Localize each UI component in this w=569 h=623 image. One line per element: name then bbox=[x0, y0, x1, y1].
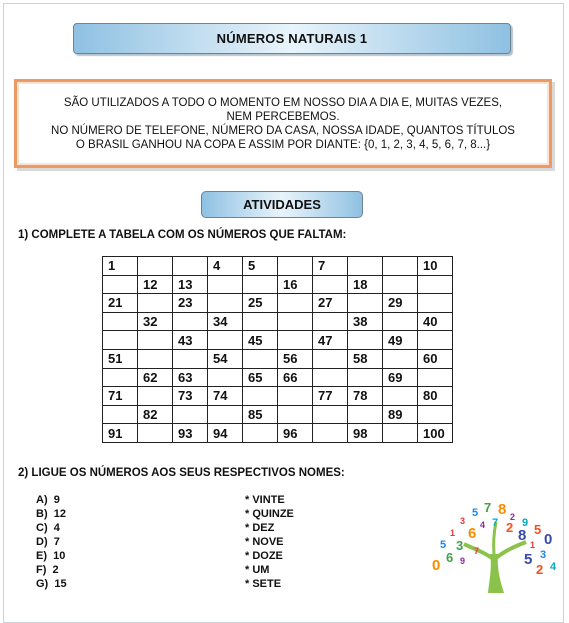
grid-cell: 62 bbox=[138, 368, 173, 387]
grid-cell bbox=[383, 312, 418, 331]
grid-cell: 1 bbox=[103, 257, 138, 276]
grid-cell: 32 bbox=[138, 312, 173, 331]
grid-cell: 96 bbox=[278, 424, 313, 443]
grid-cell: 71 bbox=[103, 387, 138, 406]
grid-cell: 18 bbox=[348, 275, 383, 294]
name-item: * DOZE bbox=[245, 550, 283, 562]
intro-box bbox=[14, 79, 552, 168]
grid-cell: 7 bbox=[313, 257, 348, 276]
grid-cell bbox=[138, 294, 173, 313]
grid-cell bbox=[103, 331, 138, 350]
names-list bbox=[245, 493, 294, 591]
tree-digit: 7 bbox=[492, 517, 499, 529]
grid-cell: 25 bbox=[243, 294, 278, 313]
name-item: * UM bbox=[245, 564, 270, 576]
grid-cell: 89 bbox=[383, 405, 418, 424]
grid-cell: 77 bbox=[313, 387, 348, 406]
grid-cell bbox=[418, 294, 453, 313]
tree-digit: 3 bbox=[540, 549, 547, 561]
grid-cell: 5 bbox=[243, 257, 278, 276]
tree-branch bbox=[496, 542, 526, 558]
tree-digit: 9 bbox=[522, 517, 529, 529]
grid-cell bbox=[208, 331, 243, 350]
grid-row bbox=[103, 368, 453, 387]
number-item: E) 10 bbox=[36, 550, 66, 562]
grid-cell: 21 bbox=[103, 294, 138, 313]
grid-cell: 58 bbox=[348, 349, 383, 368]
grid-cell bbox=[278, 387, 313, 406]
grid-cell bbox=[348, 368, 383, 387]
number-tree-illustration bbox=[420, 496, 569, 593]
grid-cell: 23 bbox=[173, 294, 208, 313]
grid-cell: 38 bbox=[348, 312, 383, 331]
grid-cell bbox=[418, 368, 453, 387]
grid-cell bbox=[138, 349, 173, 368]
numbers-list bbox=[36, 493, 67, 591]
grid-cell bbox=[313, 368, 348, 387]
tree-digit: 5 bbox=[472, 507, 479, 519]
tree-digit: 3 bbox=[456, 538, 464, 553]
grid-cell: 56 bbox=[278, 349, 313, 368]
grid-cell bbox=[278, 312, 313, 331]
grid-cell bbox=[313, 349, 348, 368]
grid-cell: 45 bbox=[243, 331, 278, 350]
grid-cell: 51 bbox=[103, 349, 138, 368]
grid-cell: 69 bbox=[383, 368, 418, 387]
grid-cell bbox=[313, 275, 348, 294]
grid-cell: 54 bbox=[208, 349, 243, 368]
grid-cell bbox=[313, 312, 348, 331]
tree-digit: 2 bbox=[536, 562, 544, 577]
grid-cell bbox=[173, 257, 208, 276]
grid-cell: 78 bbox=[348, 387, 383, 406]
tree-digit: 8 bbox=[498, 501, 507, 518]
tree-digit: 4 bbox=[550, 561, 557, 573]
activities-banner: ATIVIDADES bbox=[201, 191, 363, 218]
grid-cell: 65 bbox=[243, 368, 278, 387]
tree-digit: 7 bbox=[484, 500, 492, 515]
grid-cell bbox=[418, 275, 453, 294]
grid-cell bbox=[243, 424, 278, 443]
grid-row bbox=[103, 424, 453, 443]
grid-cell: 13 bbox=[173, 275, 208, 294]
grid-cell: 43 bbox=[173, 331, 208, 350]
grid-cell bbox=[313, 424, 348, 443]
grid-cell bbox=[138, 257, 173, 276]
grid-cell: 85 bbox=[243, 405, 278, 424]
number-item: D) 7 bbox=[36, 536, 60, 548]
intro-line-1: SÃO UTILIZADOS A TODO O MOMENTO EM NOSSO DIA A DIA E, MUITAS VEZES, bbox=[63, 96, 503, 109]
grid-cell bbox=[348, 294, 383, 313]
grid-cell: 98 bbox=[348, 424, 383, 443]
grid-cell bbox=[138, 424, 173, 443]
grid-cell: 4 bbox=[208, 257, 243, 276]
grid-cell bbox=[173, 349, 208, 368]
grid-cell bbox=[243, 349, 278, 368]
name-item: * DEZ bbox=[245, 522, 275, 534]
grid-cell bbox=[208, 294, 243, 313]
grid-row bbox=[103, 349, 453, 368]
grid-cell bbox=[383, 424, 418, 443]
number-item: B) 12 bbox=[36, 508, 66, 520]
question-1: 1) COMPLETE A TABELA COM OS NÚMEROS QUE FALTAM: bbox=[18, 229, 347, 241]
grid-row bbox=[103, 312, 453, 331]
tree-digit: 9 bbox=[460, 556, 466, 566]
grid-cell bbox=[418, 331, 453, 350]
grid-cell bbox=[208, 275, 243, 294]
grid-cell: 49 bbox=[383, 331, 418, 350]
grid-cell bbox=[278, 257, 313, 276]
grid-cell: 93 bbox=[173, 424, 208, 443]
tree-digit: 2 bbox=[506, 520, 514, 535]
grid-cell: 47 bbox=[313, 331, 348, 350]
tree-digit: 0 bbox=[544, 531, 553, 548]
grid-cell bbox=[173, 312, 208, 331]
grid-row bbox=[103, 387, 453, 406]
name-item: * VINTE bbox=[245, 494, 285, 506]
tree-digit: 8 bbox=[518, 527, 527, 544]
intro-line-4: O BRASIL GANHOU NA COPA E ASSIM POR DIANTE: {0, 1, 2, 3, 4, 5, 6, 7, 8...} bbox=[75, 138, 491, 151]
name-item: * QUINZE bbox=[245, 508, 294, 520]
grid-cell: 12 bbox=[138, 275, 173, 294]
tree-digit: 7 bbox=[474, 546, 480, 556]
grid-cell bbox=[103, 275, 138, 294]
tree-digit: 5 bbox=[534, 522, 542, 537]
grid-row bbox=[103, 294, 453, 313]
tree-digit: 4 bbox=[480, 520, 486, 530]
tree-digit: 6 bbox=[468, 525, 477, 542]
grid-cell: 40 bbox=[418, 312, 453, 331]
grid-cell bbox=[418, 405, 453, 424]
tree-digit: 2 bbox=[510, 512, 516, 522]
grid-cell bbox=[383, 387, 418, 406]
grid-cell bbox=[173, 405, 208, 424]
grid-cell bbox=[243, 387, 278, 406]
grid-cell: 74 bbox=[208, 387, 243, 406]
grid-cell bbox=[313, 405, 348, 424]
grid-cell bbox=[348, 331, 383, 350]
question-2: 2) LIGUE OS NÚMEROS AOS SEUS RESPECTIVOS NOMES: bbox=[18, 467, 345, 479]
intro-line-3: NO NÚMERO DE TELEFONE, NÚMERO DA CASA, NOSSA IDADE, QUANTOS TÍTULOS bbox=[51, 124, 515, 137]
name-item: * SETE bbox=[245, 578, 282, 590]
grid-cell bbox=[208, 405, 243, 424]
grid-cell: 29 bbox=[383, 294, 418, 313]
number-grid bbox=[102, 256, 453, 443]
tree-digit: 1 bbox=[450, 528, 456, 538]
grid-cell: 100 bbox=[418, 424, 453, 443]
grid-cell: 80 bbox=[418, 387, 453, 406]
grid-cell: 63 bbox=[173, 368, 208, 387]
number-item: G) 15 bbox=[36, 578, 67, 590]
intro-line-2: NEM PERCEBEMOS. bbox=[226, 110, 340, 123]
grid-cell bbox=[208, 368, 243, 387]
grid-row bbox=[103, 405, 453, 424]
grid-cell bbox=[383, 349, 418, 368]
grid-cell: 60 bbox=[418, 349, 453, 368]
tree-digit: 6 bbox=[446, 550, 454, 565]
grid-row bbox=[103, 275, 453, 294]
grid-cell: 73 bbox=[173, 387, 208, 406]
grid-cell bbox=[383, 257, 418, 276]
grid-cell: 10 bbox=[418, 257, 453, 276]
tree-digit: 5 bbox=[524, 551, 533, 568]
tree-digit: 5 bbox=[440, 539, 447, 551]
grid-cell bbox=[243, 275, 278, 294]
grid-cell bbox=[103, 312, 138, 331]
page-title: NÚMEROS NATURAIS 1 bbox=[73, 23, 511, 54]
grid-cell: 34 bbox=[208, 312, 243, 331]
grid-row bbox=[103, 257, 453, 276]
number-item: A) 9 bbox=[36, 494, 60, 506]
name-item: * NOVE bbox=[245, 536, 284, 548]
tree-trunk bbox=[488, 554, 504, 593]
number-item: C) 4 bbox=[36, 522, 60, 534]
grid-cell bbox=[138, 331, 173, 350]
grid-cell: 82 bbox=[138, 405, 173, 424]
grid-cell bbox=[383, 275, 418, 294]
tree-digit: 3 bbox=[460, 516, 466, 526]
grid-cell bbox=[243, 312, 278, 331]
grid-cell: 66 bbox=[278, 368, 313, 387]
grid-row bbox=[103, 331, 453, 350]
grid-cell: 94 bbox=[208, 424, 243, 443]
grid-cell bbox=[138, 387, 173, 406]
grid-cell bbox=[103, 405, 138, 424]
grid-cell bbox=[348, 257, 383, 276]
grid-cell: 91 bbox=[103, 424, 138, 443]
grid-cell bbox=[278, 331, 313, 350]
grid-cell bbox=[348, 405, 383, 424]
grid-cell bbox=[103, 368, 138, 387]
grid-cell: 16 bbox=[278, 275, 313, 294]
grid-cell bbox=[278, 294, 313, 313]
number-item: F) 2 bbox=[36, 564, 59, 576]
tree-digit: 1 bbox=[530, 540, 536, 550]
grid-cell bbox=[278, 405, 313, 424]
grid-cell: 27 bbox=[313, 294, 348, 313]
tree-digit: 0 bbox=[432, 557, 441, 574]
